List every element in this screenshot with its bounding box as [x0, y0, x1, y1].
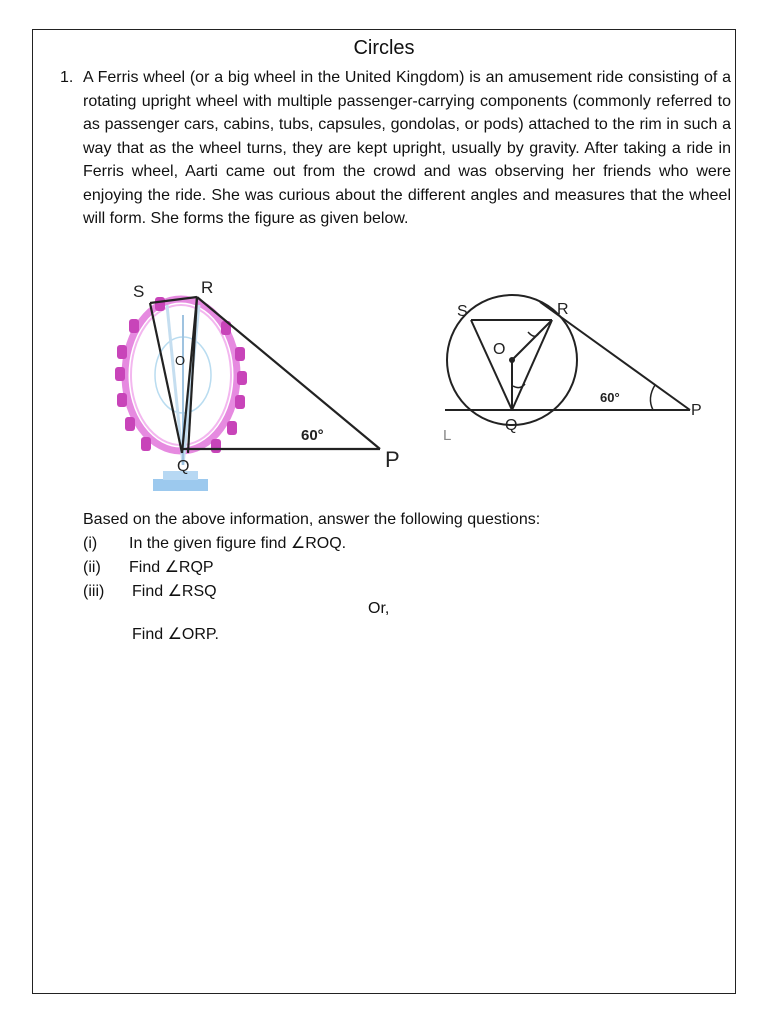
question-1-marker: (i) [83, 535, 98, 552]
circle-diagram [435, 290, 735, 450]
question-2-text: Find ∠RQP [129, 559, 214, 576]
diagram-label-o: O [493, 341, 506, 358]
diagram-label-l: L [443, 427, 452, 444]
question-2 [83, 556, 214, 580]
page-title: Circles [353, 37, 415, 59]
alternative-question: Find ∠ORP. [132, 626, 219, 643]
instructions-text: Based on the above information, answer the following questions: [83, 511, 541, 528]
geometry-lines [150, 297, 380, 453]
question-number: 1. [60, 69, 74, 86]
question-3 [83, 580, 217, 604]
diagram-angle-label: 60° [600, 390, 620, 405]
question-1-text: In the given figure find ∠ROQ. [129, 535, 347, 552]
question-2-marker: (ii) [83, 559, 101, 576]
question-paragraph: A Ferris wheel (or a big wheel in the United Kingdom) is an amusement ride consisting of a rotating upright wheel with multiple passenger-carrying components (commonly referred to as passenger cars, cabins, tubs, capsules, gondolas, or pods) attached to the rim in such a way that as the wheel turns, they are kept upright, usually by gravity. After taking a ride in Ferris wheel, Aarti came out from the crowd and was observing her friends who were enjoying the ride. She was curious about the different angles and measures that the wheel will form. She forms the figure as given below. [83, 69, 731, 227]
label-o: O [175, 353, 186, 368]
question-3-marker: (iii) [83, 583, 105, 600]
center-point [509, 357, 515, 363]
diagram-label-q: Q [505, 417, 518, 434]
label-s: S [133, 282, 145, 301]
label-r: R [201, 278, 214, 297]
diagram-label-p: P [691, 402, 702, 419]
cabins [115, 297, 247, 453]
wheel-base [153, 479, 208, 491]
wheel-rim [125, 299, 237, 451]
ferris-wheel-photo [105, 275, 415, 500]
label-p: P [385, 447, 400, 472]
diagram-label-s: S [457, 303, 468, 320]
angle-label: 60° [301, 427, 324, 444]
or-text: Or, [368, 600, 390, 617]
label-q: Q [177, 458, 190, 475]
diagram-label-r: R [557, 301, 569, 318]
question-3-text: Find ∠RSQ [132, 583, 217, 600]
question-1 [83, 532, 346, 556]
